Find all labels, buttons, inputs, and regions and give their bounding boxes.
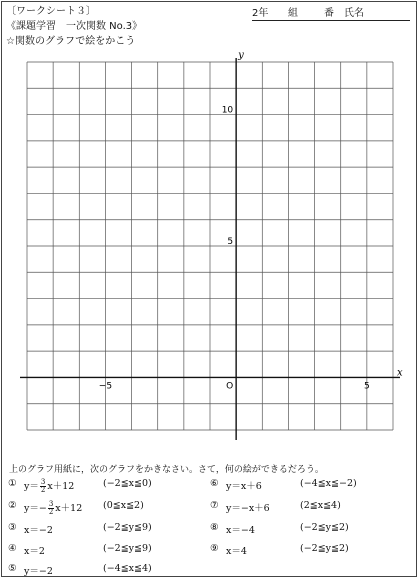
equation-text: x＋12 [55, 503, 83, 514]
equation-text: x＝−4 [226, 525, 255, 536]
problem-domain: (−4≦x≦4) [103, 563, 152, 574]
fraction-numerator: 3 [40, 478, 46, 486]
task-title: ☆関数のグラフで絵をかこう [6, 36, 136, 47]
equation-text: y＝ [24, 481, 39, 492]
problem-domain: (−2≦y≦9) [103, 543, 152, 554]
instructions: 上のグラフ用紙に，次のグラフをかきなさい。さて，何の絵ができるだろう。 [9, 465, 324, 475]
problem-equation [226, 543, 247, 557]
problem-domain: (−4≦x≦−2) [300, 478, 357, 489]
problem-equation [24, 478, 74, 494]
problem-equation [24, 500, 82, 516]
x-axis-label: x [397, 367, 403, 379]
fraction [40, 479, 46, 494]
problem-number: ② [8, 500, 17, 511]
y-axis-label: y [238, 50, 244, 61]
number-label: 番 [324, 8, 334, 19]
problem-number: ⑤ [8, 563, 17, 574]
problem-number: ⑥ [210, 478, 219, 489]
equation-text: y＝x＋6 [226, 481, 262, 492]
grade-label: 2年 [252, 8, 269, 19]
subtitle: 《課題学習 一次関数 No.3》 [6, 21, 143, 32]
problem-domain: (−2≦y≦2) [300, 522, 349, 533]
problem-number: ⑦ [210, 500, 219, 511]
problem-number: ① [8, 478, 17, 489]
problem-equation [24, 543, 45, 557]
name-label: 氏名 [344, 8, 364, 19]
problem-number: ③ [8, 522, 17, 533]
equation-text: x＝2 [24, 546, 45, 557]
problem-number: ④ [8, 543, 17, 554]
grid-lines [27, 62, 393, 430]
equation-text: x＝−2 [24, 525, 53, 536]
x-tick-label: −5 [98, 381, 113, 392]
worksheet-label: 〔ワークシート３〕 [6, 6, 96, 17]
origin-label: O [226, 381, 234, 392]
y-tick-label: 10 [221, 105, 234, 116]
equation-text: x＋12 [47, 481, 75, 492]
problem-number: ⑨ [210, 543, 219, 554]
equation-text: y＝−2 [24, 566, 53, 577]
problem-domain: (0≦x≦2) [103, 500, 144, 511]
problem-equation [226, 500, 270, 514]
problem-domain: (−2≦x≦0) [103, 478, 152, 489]
class-label: 組 [288, 8, 298, 19]
problem-domain: (2≦x≦4) [300, 500, 341, 511]
problem-number: ⑧ [210, 522, 219, 533]
equation-text: y＝−x＋6 [226, 503, 270, 514]
tick-labels [99, 106, 370, 392]
equation-text: y＝− [24, 503, 47, 514]
fraction-denominator: 2 [40, 486, 46, 494]
problem-equation [226, 522, 255, 536]
fraction-denominator: 2 [48, 508, 54, 516]
problem-equation [24, 522, 53, 536]
fraction [48, 501, 54, 516]
problem-domain: (−2≦y≦9) [103, 522, 152, 533]
problem-equation [24, 563, 53, 577]
problem-equation [226, 478, 262, 492]
fraction-numerator: 3 [48, 500, 54, 508]
equation-text: x＝4 [226, 546, 247, 557]
x-tick-label: 5 [363, 381, 370, 392]
y-tick-label: 5 [227, 237, 234, 247]
problem-domain: (−2≦y≦2) [300, 543, 349, 554]
